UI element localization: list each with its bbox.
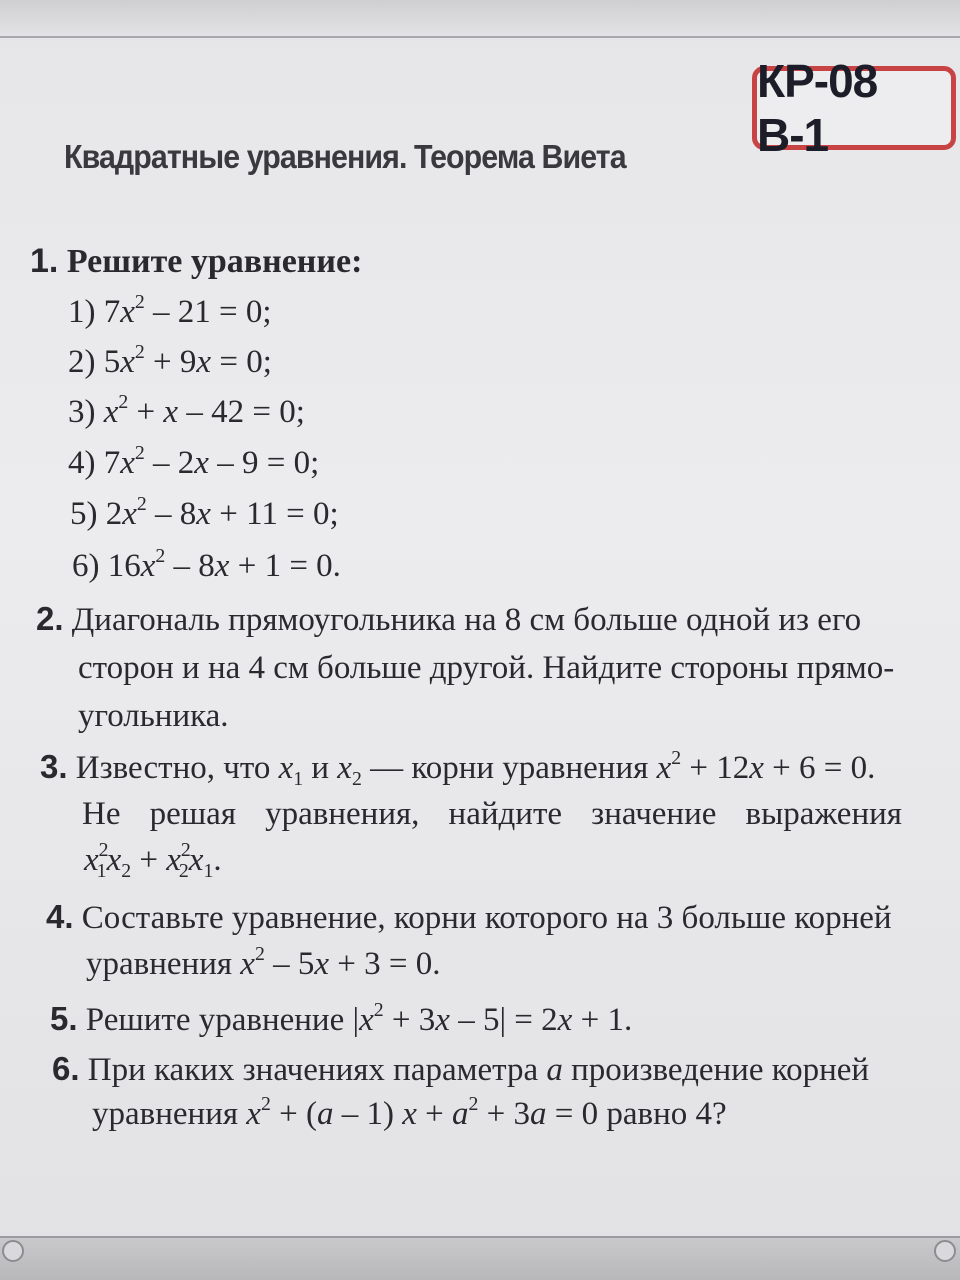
task-3-line-1: 3. Известно, что $x_1$ и $x_2$ — корни уравнения $x^2 + 12x + 6 = 0$. <box>40 747 876 790</box>
task-1-heading: 1. Решите уравнение: <box>30 242 363 280</box>
monitor-top-bezel <box>0 0 960 38</box>
page-title: Квадратные уравнения. Теорема Виета <box>64 138 626 175</box>
task-6-line-2: уравнения $x^2 + (a - 1) x + a^2 + 3a = 0$ равно 4? <box>92 1093 727 1132</box>
task-2-line-2: сторон и на 4 см больше другой. Найдите стороны прямо- <box>78 650 895 686</box>
task-1-item-1: 1) $7x^2 - 21 = 0$; <box>68 291 272 330</box>
task-1-item-4: 4) $7x^2 - 2x - 9 = 0$; <box>68 442 320 481</box>
task-2-line-3: угольника. <box>78 698 229 734</box>
task-6-line-1: 6. При каких значениях параметра a произведение корней <box>52 1050 870 1088</box>
task-1-item-3: 3) $x^2 + x - 42 = 0$; <box>68 391 305 430</box>
monitor-bottom-bezel <box>0 1236 960 1280</box>
variant-badge: КР-08 В-1 <box>752 66 956 150</box>
task-4-line-1: 4. Составьте уравнение, корни которого на 3 больше корней <box>46 898 892 936</box>
task-3-line-2: Не решая уравнения, найдите значение выражения <box>82 796 902 832</box>
task-5-line: 5. Решите уравнение $|x^2 + 3x - 5| = 2x + 1$. <box>50 999 633 1038</box>
task-2-line-1: 2. Диагональ прямоугольника на 8 см больше одной из его <box>36 600 862 638</box>
scroll-left-icon[interactable] <box>2 1240 24 1262</box>
task-1-item-2: 2) $5x^2 + 9x = 0$; <box>68 341 272 380</box>
task-4-line-2: уравнения $x^2 - 5x + 3 = 0$. <box>86 943 441 982</box>
task-1-item-5: 5) $2x^2 - 8x + 11 = 0$; <box>70 493 339 532</box>
task-1-item-6: 6) $16x^2 - 8x + 1 = 0$. <box>72 545 341 584</box>
task-3-expression: $x^2_1x_2 + x^2_2x_1$. <box>84 839 222 882</box>
scroll-right-icon[interactable] <box>934 1240 956 1262</box>
